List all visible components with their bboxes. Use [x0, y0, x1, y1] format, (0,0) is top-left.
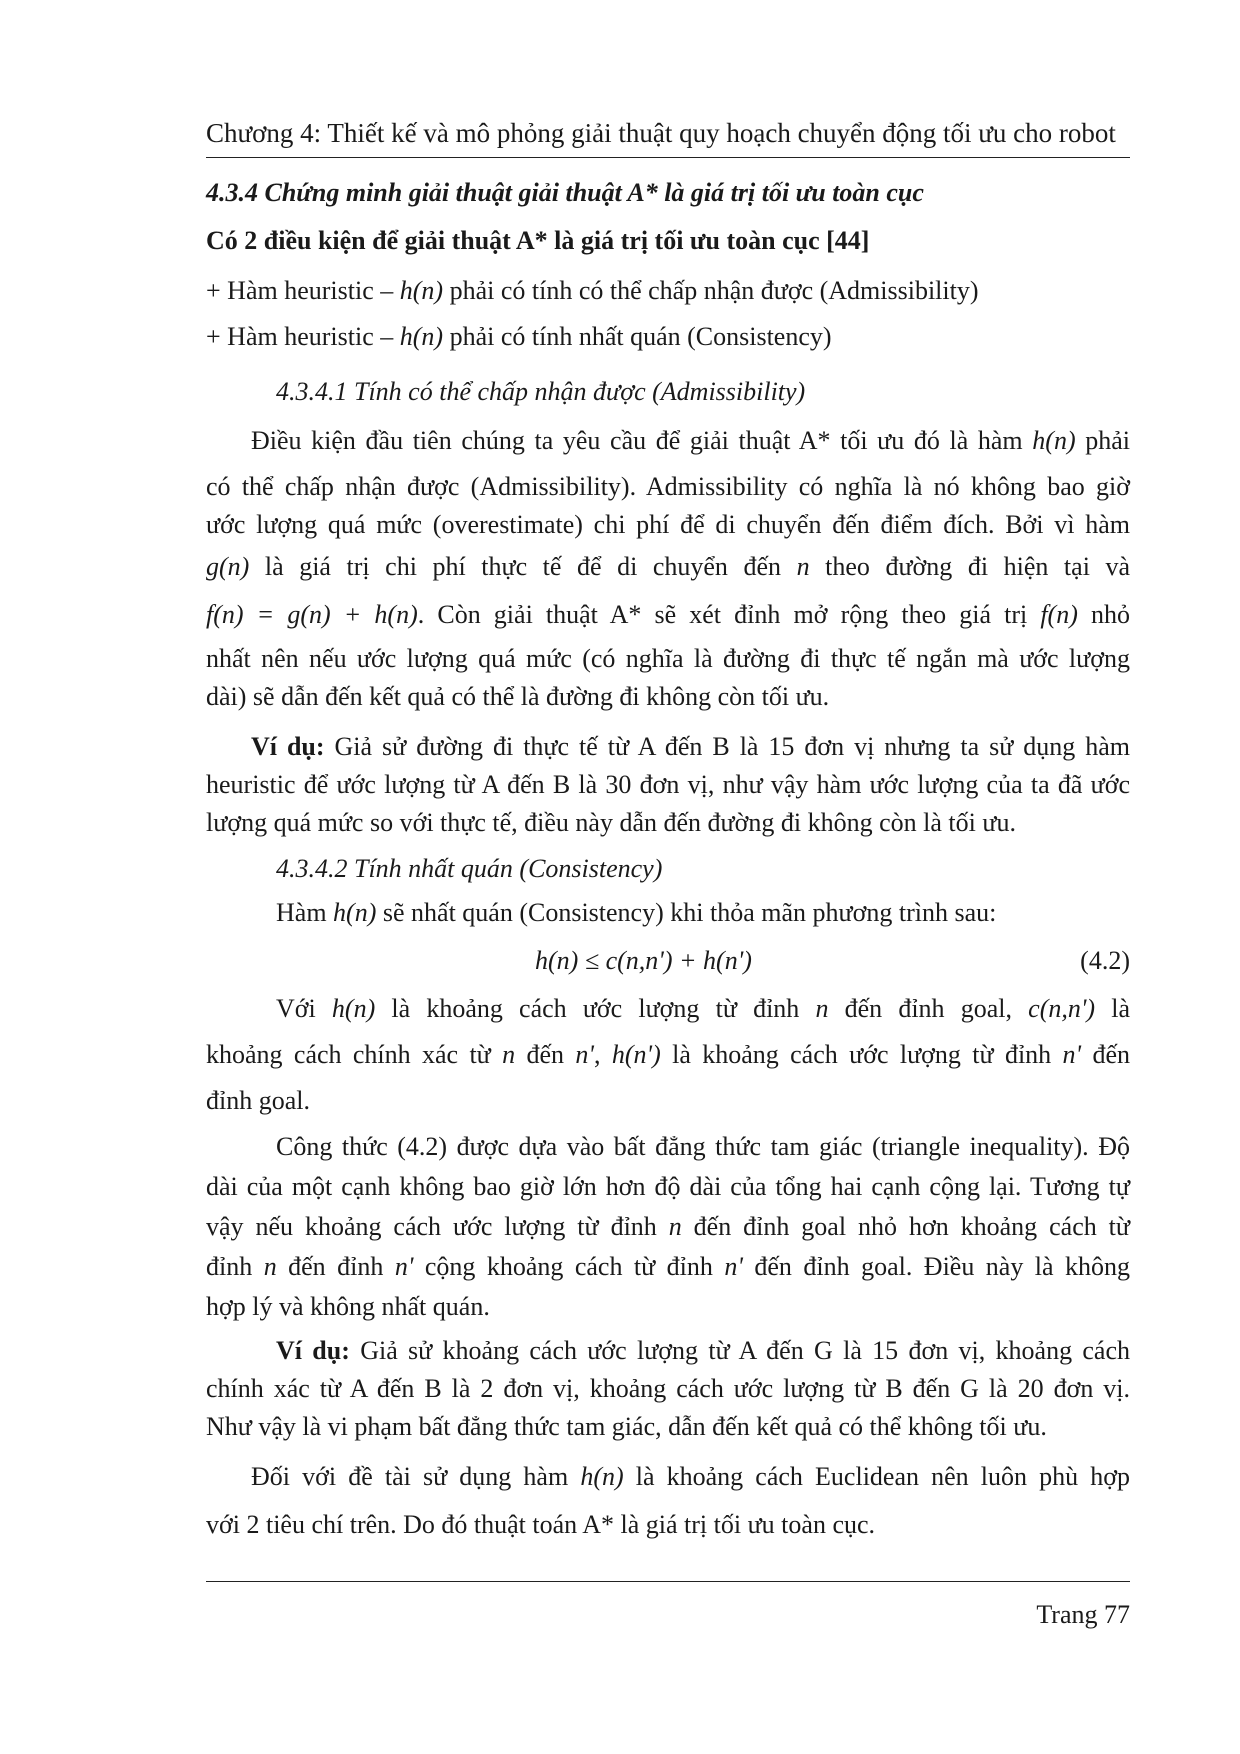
subheading-consistency: 4.3.4.2 Tính nhất quán (Consistency): [276, 854, 663, 883]
paragraph-line: f(n) = g(n) + h(n). Còn giải thuật A* sẽ xét đỉnh mở rộng theo giá trị f(n) nhỏ: [206, 600, 1130, 629]
paragraph-line: Điều kiện đầu tiên chúng ta yêu cầu để giải thuật A* tối ưu đó là hàm h(n) phải: [251, 426, 1130, 455]
paragraph-line: Công thức (4.2) được dựa vào bất đẳng thức tam giác (triangle inequality). Độ: [276, 1132, 1130, 1161]
equation: h(n) ≤ c(n,n') + h(n'): [535, 946, 752, 975]
paragraph-line: vậy nếu khoảng cách ước lượng từ đỉnh n đến đỉnh goal nhỏ hơn khoảng cách từ: [206, 1212, 1130, 1241]
math-h-n: h(n): [399, 276, 444, 305]
paragraph-line: dài) sẽ dẫn đến kết quả có thể là đường đi không còn tối ưu.: [206, 682, 830, 711]
subheading-admissibility: 4.3.4.1 Tính có thể chấp nhận được (Admissibility): [276, 377, 806, 406]
page-number: Trang 77: [1036, 1600, 1130, 1629]
running-header: Chương 4: Thiết kế và mô phỏng giải thuật quy hoạch chuyển động tối ưu cho robot: [206, 118, 1116, 148]
paragraph-line: g(n) là giá trị chi phí thực tế để di chuyển đến n theo đường đi hiện tại và: [206, 552, 1131, 581]
section-heading: 4.3.4 Chứng minh giải thuật giải thuật A* là giá trị tối ưu toàn cục: [206, 178, 924, 207]
example-line: lượng quá mức so với thực tế, điều này dẫn đến đường đi không còn là tối ưu.: [206, 808, 1016, 837]
footer-rule: [206, 1581, 1130, 1582]
example-line: Như vậy là vi phạm bất đẳng thức tam giác, dẫn đến kết quả có thể không tối ưu.: [206, 1412, 1047, 1441]
paragraph-line: dài của một cạnh không bao giờ lớn hơn độ dài của tổng hai cạnh cộng lại. Tương tự: [206, 1172, 1130, 1201]
header-rule: [206, 157, 1130, 158]
paragraph-line: ước lượng quá mức (overestimate) chi phí để di chuyển đến điểm đích. Bởi vì hàm: [206, 510, 1130, 539]
example-line: Ví dụ: Giả sử đường đi thực tế từ A đến B là 15 đơn vị nhưng ta sử dụng hàm: [251, 732, 1130, 761]
consistency-intro: Hàm h(n) sẽ nhất quán (Consistency) khi thỏa mãn phương trình sau:: [276, 898, 997, 927]
paragraph-line: hợp lý và không nhất quán.: [206, 1292, 490, 1321]
example-line: Ví dụ: Giả sử khoảng cách ước lượng từ A đến G là 15 đơn vị, khoảng cách: [276, 1336, 1131, 1365]
paragraph-line: nhất nên nếu ước lượng quá mức (có nghĩa là đường đi thực tế ngắn mà ước lượng: [206, 644, 1130, 673]
conclusion-line: với 2 tiêu chí trên. Do đó thuật toán A* là giá trị tối ưu toàn cục.: [206, 1510, 876, 1539]
example-line: heuristic để ước lượng từ A đến B là 30 đơn vị, như vậy hàm ước lượng của ta đã ước: [206, 770, 1130, 799]
math-h-n: h(n): [399, 322, 444, 351]
conditions-title: Có 2 điều kiện để giải thuật A* là giá trị tối ưu toàn cục [44]: [206, 226, 870, 255]
condition-item: + Hàm heuristic – h(n) phải có tính có thể chấp nhận được (Admissibility): [206, 276, 979, 305]
paragraph-line: đỉnh goal.: [206, 1086, 310, 1115]
conclusion-line: Đối với đề tài sử dụng hàm h(n) là khoảng cách Euclidean nên luôn phù hợp: [251, 1462, 1130, 1491]
example-label: Ví dụ:: [276, 1336, 350, 1365]
equation-number: (4.2): [1080, 946, 1130, 975]
paragraph-line: đỉnh n đến đỉnh n' cộng khoảng cách từ đỉnh n' đến đỉnh goal. Điều này là không: [206, 1252, 1130, 1281]
paragraph-line: khoảng cách chính xác từ n đến n', h(n') là khoảng cách ước lượng từ đỉnh n' đến: [206, 1040, 1131, 1069]
example-line: chính xác từ A đến B là 2 đơn vị, khoảng cách ước lượng từ B đến G là 20 đơn vị.: [206, 1374, 1130, 1403]
paragraph-line: có thể chấp nhận được (Admissibility). Admissibility có nghĩa là nó không bao giờ: [206, 472, 1130, 501]
condition-item: + Hàm heuristic – h(n) phải có tính nhất quán (Consistency): [206, 322, 832, 351]
paragraph-line: Với h(n) là khoảng cách ước lượng từ đỉnh n đến đỉnh goal, c(n,n') là: [276, 994, 1131, 1023]
example-label: Ví dụ:: [251, 732, 325, 761]
